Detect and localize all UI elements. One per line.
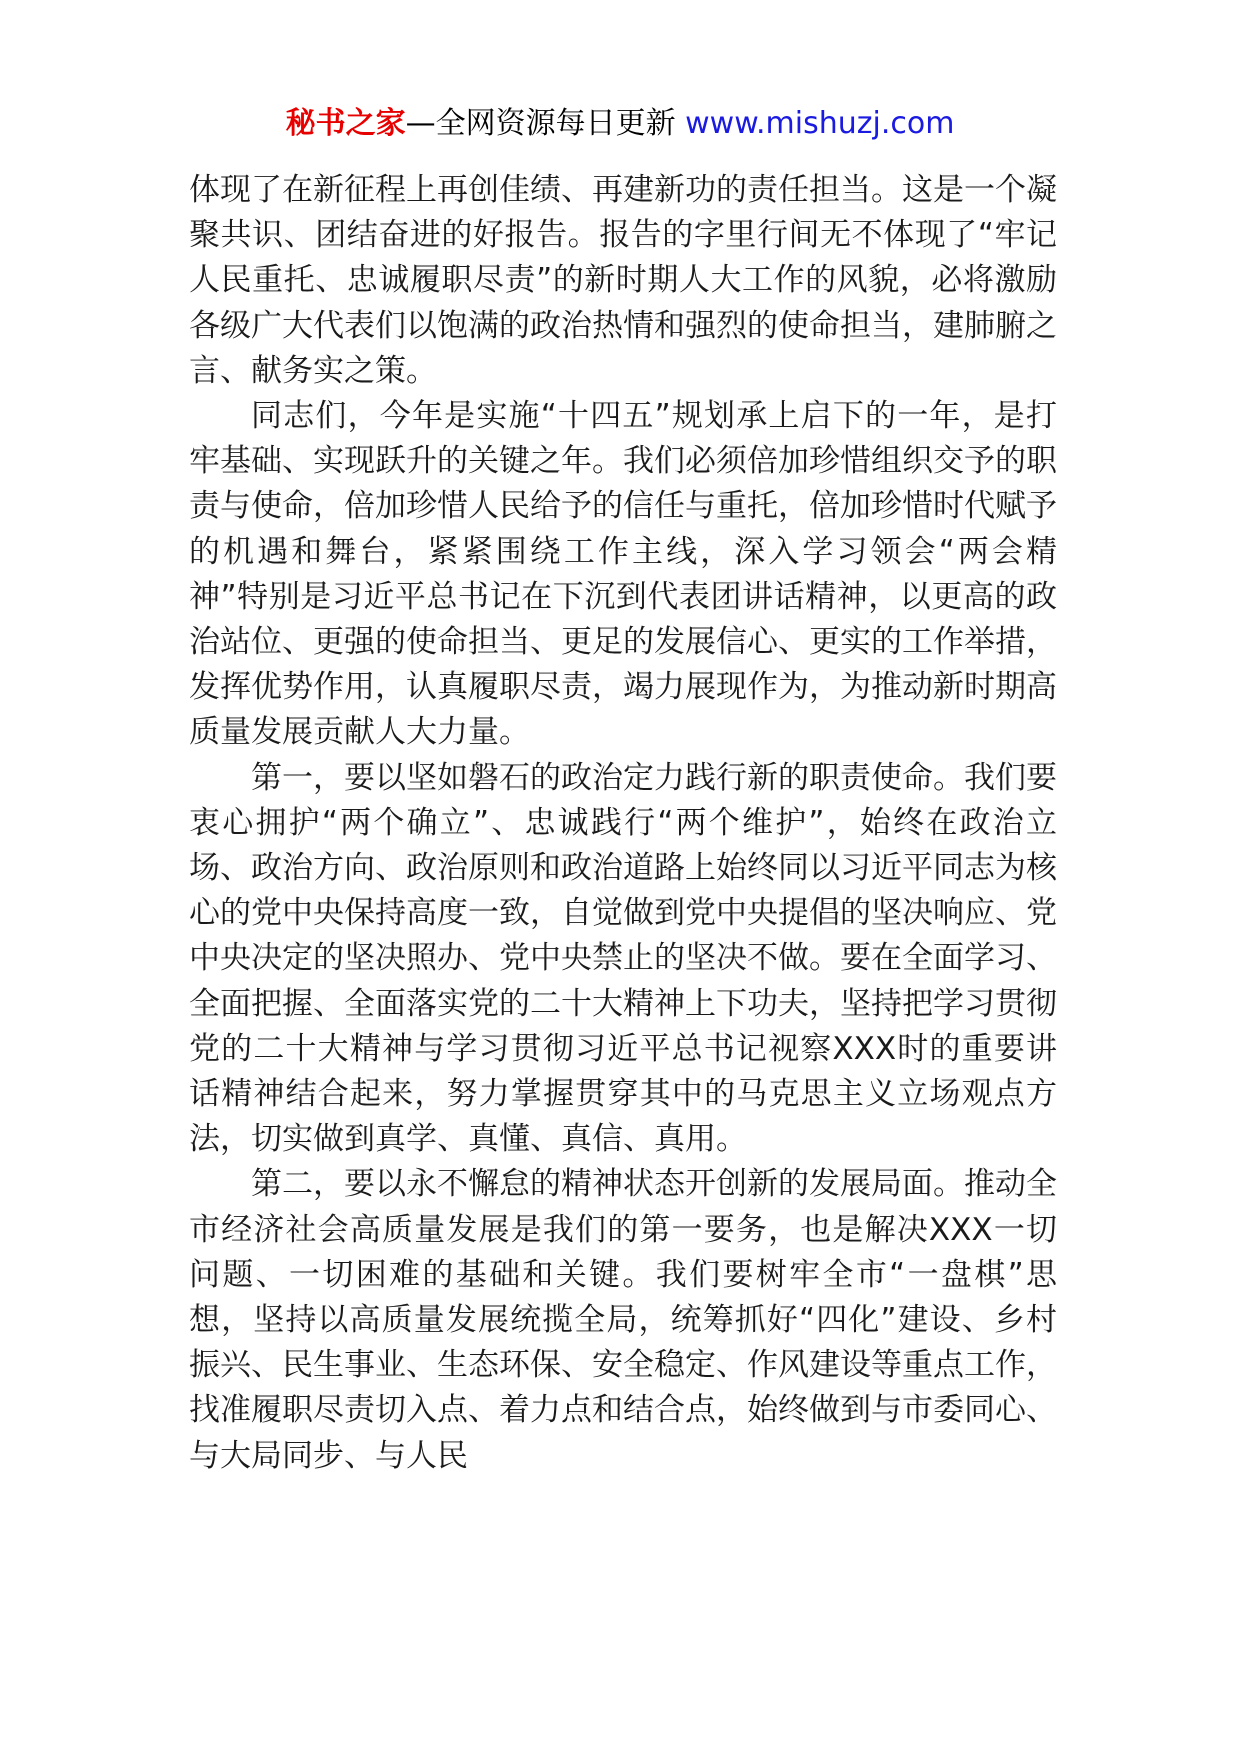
page-header bbox=[0, 100, 1240, 148]
paragraph-intro: 同志们，今年是实施“十四五”规划承上启下的一年，是打牢基础、实现跃升的关键之年。我们必须倍加珍惜组织交予的职责与使命，倍加珍惜人民给予的信任与重托，倍加珍惜时代赋予的机遇和舞台，紧紧围绕工作主线，深入学习领会“两会精神”特别是习近平总书记在下沉到代表团讲话精神，以更高的政治站位、更强的使命担当、更足的发展信心、更实的工作举措，发挥优势作用，认真履职尽责，竭力展现作为，为推动新时期高质量发展贡献人大力量。 bbox=[189, 398, 1057, 751]
site-tagline: —全网资源每日更新 bbox=[405, 106, 676, 141]
paragraph-point-one: 第一，要以坚如磐石的政治定力践行新的职责使命。我们要衷心拥护“两个确立”、忠诚践行“两个维护”，始终在政治立场、政治方向、政治原则和政治道路上始终同以习近平同志为核心的党中央保持高度一致，自觉做到党中央提倡的坚决响应、党中央决定的坚决照办、党中央禁止的坚决不做。要在全面学习、全面把握、全面落实党的二十大精神上下功夫，坚持把学习贯彻党的二十大精神与学习贯彻习近平总书记视察XXX时的重要讲话精神结合起来，努力掌握贯穿其中的马克思主义立场观点方法，切实做到真学、真懂、真信、真用。 bbox=[189, 759, 1057, 1158]
document-body bbox=[189, 168, 1057, 1479]
site-brand: 秘书之家 bbox=[285, 106, 406, 141]
site-url-link[interactable]: www.mishuzj.com bbox=[685, 106, 955, 141]
paragraph-point-two: 第二，要以永不懈怠的精神状态开创新的发展局面。推动全市经济社会高质量发展是我们的第一要务，也是解决XXX一切问题、一切困难的基础和关键。我们要树牢全市“一盘棋”思想，坚持以高质量发展统揽全局，统筹抓好“四化”建设、乡村振兴、民生事业、生态环保、安全稳定、作风建设等重点工作，找准履职尽责切入点、着力点和结合点，始终做到与市委同心、与大局同步、与人民 bbox=[189, 1166, 1057, 1474]
paragraph-continuation: 体现了在新征程上再创佳绩、再建新功的责任担当。这是一个凝聚共识、团结奋进的好报告。报告的字里行间无不体现了“牢记人民重托、忠诚履职尽责”的新时期人大工作的风貌，必将激励各级广大代表们以饱满的政治热情和强烈的使命担当，建肺腑之言、献务实之策。 bbox=[189, 172, 1057, 389]
